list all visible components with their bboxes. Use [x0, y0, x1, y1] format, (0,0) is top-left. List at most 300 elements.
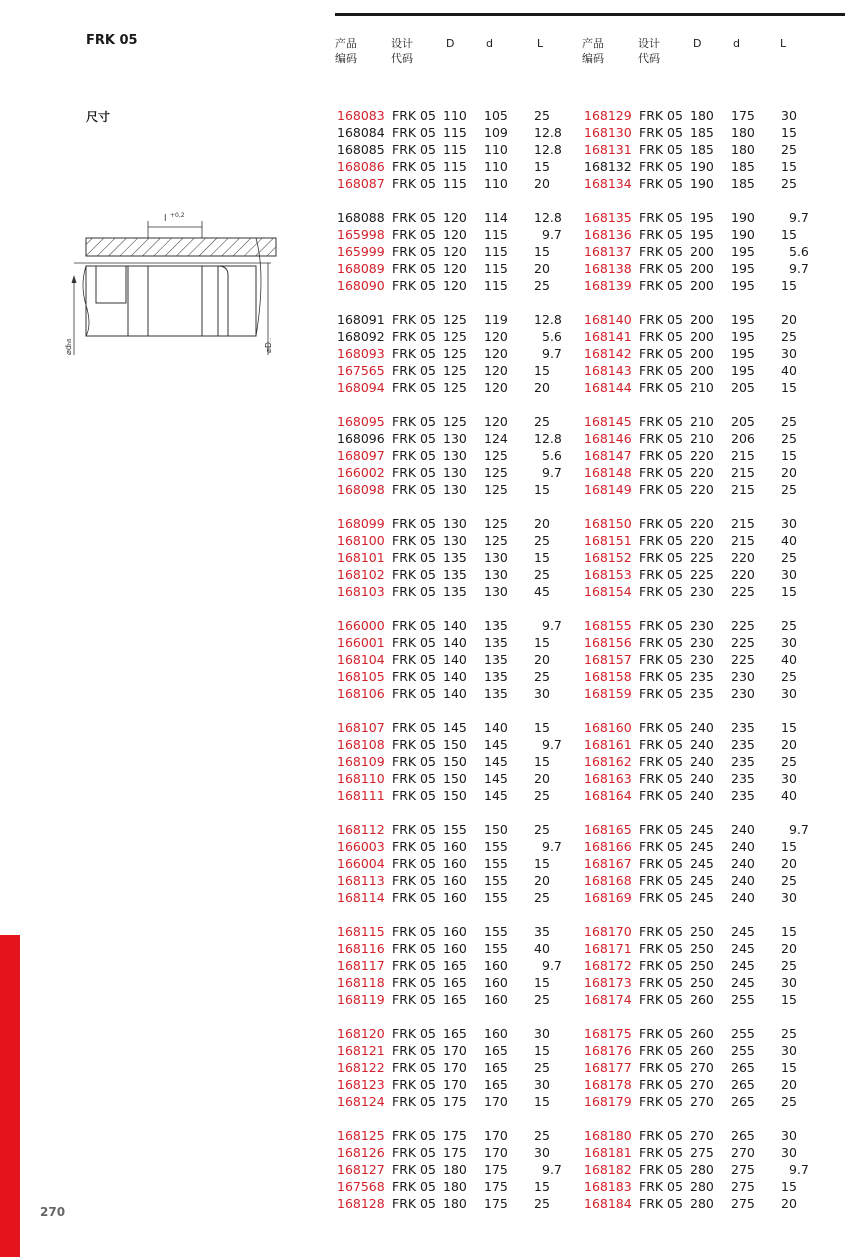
chapter-tab [0, 935, 20, 1257]
dim-L: 25 [781, 414, 797, 429]
dim-D: 125 [443, 329, 467, 344]
section-title: 尺寸 [86, 110, 111, 124]
dim-L: 12.8 [534, 210, 562, 225]
product-code: 168175 [584, 1026, 632, 1041]
table-row [337, 1025, 587, 1042]
dim-D: 270 [690, 1060, 714, 1075]
dim-D: 165 [443, 992, 467, 1007]
l-label: l [164, 214, 167, 224]
product-code: 168169 [584, 890, 632, 905]
table-row [337, 1144, 587, 1161]
dim-d: 175 [484, 1196, 508, 1211]
dim-d: 235 [731, 737, 755, 752]
dim-D: 280 [690, 1179, 714, 1194]
dim-L: 15 [534, 550, 550, 565]
dim-d: 270 [731, 1145, 755, 1160]
dim-D: 120 [443, 244, 467, 259]
dim-d: 110 [484, 176, 508, 191]
dim-L: 9.7 [789, 822, 809, 837]
product-code: 168108 [337, 737, 385, 752]
product-code: 168154 [584, 584, 632, 599]
product-code: 168131 [584, 142, 632, 157]
dim-D: 125 [443, 414, 467, 429]
dim-L: 40 [781, 788, 797, 803]
dim-L: 30 [534, 686, 550, 701]
dim-d: 155 [484, 924, 508, 939]
dim-d: 195 [731, 261, 755, 276]
product-code: 168160 [584, 720, 632, 735]
dim-D: 270 [690, 1077, 714, 1092]
dim-L: 30 [781, 975, 797, 990]
dim-D: 130 [443, 533, 467, 548]
table-row [337, 362, 587, 379]
product-code: 168158 [584, 669, 632, 684]
dim-D: 135 [443, 584, 467, 599]
table-row [584, 260, 834, 277]
product-code: 166001 [337, 635, 385, 650]
design-code: FRK 05 [639, 652, 683, 667]
product-code: 168113 [337, 873, 385, 888]
product-code: 168151 [584, 533, 632, 548]
design-code: FRK 05 [639, 516, 683, 531]
dim-L: 30 [781, 1145, 797, 1160]
row-group [584, 719, 834, 804]
dim-L: 45 [534, 584, 550, 599]
dim-D: 275 [690, 1145, 714, 1160]
table-row [584, 532, 834, 549]
table-row [337, 753, 587, 770]
product-code: 168127 [337, 1162, 385, 1177]
design-code: FRK 05 [392, 108, 436, 123]
row-group [584, 923, 834, 1008]
dim-L: 15 [781, 159, 797, 174]
dim-D: 220 [690, 465, 714, 480]
table-row [337, 957, 587, 974]
dim-d: 195 [731, 363, 755, 378]
dim-d: 115 [484, 261, 508, 276]
dim-d: 195 [731, 278, 755, 293]
product-code: 168112 [337, 822, 385, 837]
design-code: FRK 05 [392, 312, 436, 327]
dim-D: 230 [690, 584, 714, 599]
table-row [337, 226, 587, 243]
table-row [584, 447, 834, 464]
dim-D: 220 [690, 448, 714, 463]
design-code: FRK 05 [639, 839, 683, 854]
product-code: 168166 [584, 839, 632, 854]
dim-d: 240 [731, 873, 755, 888]
product-code: 167568 [337, 1179, 385, 1194]
product-code: 168093 [337, 346, 385, 361]
product-code: 168104 [337, 652, 385, 667]
design-code: FRK 05 [392, 1162, 436, 1177]
design-code: FRK 05 [392, 873, 436, 888]
dim-L: 25 [781, 754, 797, 769]
product-code: 168130 [584, 125, 632, 140]
design-code: FRK 05 [639, 1026, 683, 1041]
product-code: 168181 [584, 1145, 632, 1160]
dim-d: 160 [484, 992, 508, 1007]
dim-D: 245 [690, 856, 714, 871]
dim-D: 110 [443, 108, 467, 123]
product-code: 168099 [337, 516, 385, 531]
product-code: 168143 [584, 363, 632, 378]
dim-D: 210 [690, 431, 714, 446]
dim-d: 275 [731, 1162, 755, 1177]
dim-d: 255 [731, 1026, 755, 1041]
table-row [337, 481, 587, 498]
product-code: 168094 [337, 380, 385, 395]
table-row [584, 549, 834, 566]
dim-d: 235 [731, 771, 755, 786]
dim-L: 12.8 [534, 312, 562, 327]
dim-D: 160 [443, 890, 467, 905]
design-code: FRK 05 [392, 244, 436, 259]
product-code: 168083 [337, 108, 385, 123]
dim-D: 140 [443, 618, 467, 633]
dim-D: 260 [690, 992, 714, 1007]
header-code-right: 产品 编码 [582, 37, 604, 65]
table-row [337, 940, 587, 957]
table-row [337, 311, 587, 328]
dim-d: 110 [484, 159, 508, 174]
dim-L: 25 [781, 873, 797, 888]
dim-D: 180 [690, 108, 714, 123]
table-row [584, 821, 834, 838]
product-code: 168118 [337, 975, 385, 990]
product-code: 168163 [584, 771, 632, 786]
dim-D: 120 [443, 210, 467, 225]
dim-d: 275 [731, 1179, 755, 1194]
design-code: FRK 05 [639, 1128, 683, 1143]
table-row [337, 379, 587, 396]
dim-L: 25 [534, 108, 550, 123]
dim-D: 170 [443, 1060, 467, 1075]
dim-L: 30 [781, 771, 797, 786]
design-code: FRK 05 [392, 1026, 436, 1041]
table-row [584, 175, 834, 192]
page-number: 270 [40, 1205, 66, 1219]
table-row [584, 1195, 834, 1212]
design-code: FRK 05 [392, 720, 436, 735]
dim-D: 245 [690, 873, 714, 888]
header-L-right: L [780, 37, 787, 50]
dim-D: 190 [690, 176, 714, 191]
table-row [337, 651, 587, 668]
dim-d: 115 [484, 278, 508, 293]
dim-D: 140 [443, 635, 467, 650]
design-code: FRK 05 [639, 142, 683, 157]
dim-D: 160 [443, 924, 467, 939]
design-code: FRK 05 [639, 788, 683, 803]
design-code: FRK 05 [639, 1060, 683, 1075]
dim-L: 25 [534, 567, 550, 582]
design-code: FRK 05 [392, 1179, 436, 1194]
dim-D: 260 [690, 1043, 714, 1058]
design-code: FRK 05 [639, 108, 683, 123]
dim-d: 120 [484, 414, 508, 429]
product-code: 166003 [337, 839, 385, 854]
table-row [337, 107, 587, 124]
dim-L: 25 [781, 329, 797, 344]
product-code: 168111 [337, 788, 385, 803]
dim-D: 125 [443, 312, 467, 327]
design-code: FRK 05 [639, 686, 683, 701]
product-code: 168101 [337, 550, 385, 565]
product-code: 168174 [584, 992, 632, 1007]
table-row [337, 175, 587, 192]
product-code: 168139 [584, 278, 632, 293]
product-code: 168103 [337, 584, 385, 599]
product-code: 166004 [337, 856, 385, 871]
row-group [337, 1127, 587, 1212]
dim-D: 250 [690, 958, 714, 973]
table-row [337, 345, 587, 362]
design-code: FRK 05 [392, 822, 436, 837]
table-row [337, 328, 587, 345]
dim-d: 215 [731, 533, 755, 548]
dim-D: 200 [690, 278, 714, 293]
row-group [337, 413, 587, 498]
dim-L: 30 [781, 108, 797, 123]
table-row [337, 1161, 587, 1178]
product-code: 167565 [337, 363, 385, 378]
dim-D: 160 [443, 873, 467, 888]
dim-d: 135 [484, 686, 508, 701]
design-code: FRK 05 [639, 159, 683, 174]
design-code: FRK 05 [639, 856, 683, 871]
dim-d: 130 [484, 567, 508, 582]
dim-d: 240 [731, 822, 755, 837]
product-code: 168177 [584, 1060, 632, 1075]
dim-d: 160 [484, 1026, 508, 1041]
dim-d: 145 [484, 771, 508, 786]
table-row [337, 260, 587, 277]
dim-D: 145 [443, 720, 467, 735]
product-code: 168178 [584, 1077, 632, 1092]
dim-d: 220 [731, 550, 755, 565]
table-column-right [584, 107, 834, 1229]
dim-d: 215 [731, 465, 755, 480]
design-code: FRK 05 [392, 550, 436, 565]
table-row [584, 634, 834, 651]
dim-d: 225 [731, 584, 755, 599]
dim-L: 12.8 [534, 431, 562, 446]
dim-L: 9.7 [542, 958, 562, 973]
design-code: FRK 05 [639, 414, 683, 429]
table-row [337, 532, 587, 549]
dim-L: 30 [781, 686, 797, 701]
dim-L: 25 [781, 669, 797, 684]
dim-L: 15 [534, 1179, 550, 1194]
header-design-left: 设计 代码 [391, 37, 413, 65]
dim-L: 15 [534, 635, 550, 650]
product-code: 168171 [584, 941, 632, 956]
dim-L: 40 [781, 652, 797, 667]
dim-L: 20 [534, 176, 550, 191]
design-code: FRK 05 [392, 975, 436, 990]
table-row [337, 668, 587, 685]
design-code: FRK 05 [392, 958, 436, 973]
dim-d: 109 [484, 125, 508, 140]
dim-D: 175 [443, 1145, 467, 1160]
dim-d: 206 [731, 431, 755, 446]
product-code: 168172 [584, 958, 632, 973]
table-row [337, 974, 587, 991]
product-code: 168164 [584, 788, 632, 803]
design-code: FRK 05 [639, 720, 683, 735]
design-code: FRK 05 [639, 465, 683, 480]
design-code: FRK 05 [392, 414, 436, 429]
dim-D: 220 [690, 482, 714, 497]
design-code: FRK 05 [392, 159, 436, 174]
product-code: 168107 [337, 720, 385, 735]
table-row [584, 991, 834, 1008]
dim-d: 125 [484, 482, 508, 497]
header-L-left: L [537, 37, 544, 50]
dim-D: 135 [443, 567, 467, 582]
dim-L: 30 [781, 890, 797, 905]
table-row [337, 617, 587, 634]
dim-D: 120 [443, 227, 467, 242]
dim-d: 240 [731, 839, 755, 854]
dim-L: 5.6 [789, 244, 809, 259]
dim-L: 15 [781, 992, 797, 1007]
dim-d: 265 [731, 1060, 755, 1075]
dim-d: 240 [731, 890, 755, 905]
design-code: FRK 05 [392, 346, 436, 361]
product-code: 165999 [337, 244, 385, 259]
dim-L: 25 [534, 788, 550, 803]
design-code: FRK 05 [392, 1077, 436, 1092]
dim-D: 185 [690, 142, 714, 157]
dim-D: 115 [443, 159, 467, 174]
table-row [584, 1059, 834, 1076]
row-group [337, 311, 587, 396]
dim-d: 245 [731, 975, 755, 990]
dim-d: 175 [484, 1162, 508, 1177]
product-code: 168117 [337, 958, 385, 973]
dim-L: 25 [781, 482, 797, 497]
table-row [584, 277, 834, 294]
table-row [584, 957, 834, 974]
table-row [584, 651, 834, 668]
product-code: 168170 [584, 924, 632, 939]
dim-D: 160 [443, 856, 467, 871]
dim-L: 15 [781, 380, 797, 395]
dim-L: 25 [534, 1196, 550, 1211]
table-row [337, 685, 587, 702]
dim-d: 245 [731, 924, 755, 939]
table-row [584, 872, 834, 889]
design-code: FRK 05 [392, 1060, 436, 1075]
product-code: 168182 [584, 1162, 632, 1177]
dim-L: 25 [534, 890, 550, 905]
design-code: FRK 05 [392, 584, 436, 599]
dim-d: 205 [731, 380, 755, 395]
product-code: 168162 [584, 754, 632, 769]
dim-D: 130 [443, 482, 467, 497]
dim-D: 115 [443, 125, 467, 140]
design-code: FRK 05 [639, 873, 683, 888]
dim-d: 145 [484, 788, 508, 803]
dim-D: 175 [443, 1128, 467, 1143]
dim-L: 15 [534, 754, 550, 769]
dim-D: 130 [443, 516, 467, 531]
table-row [337, 1093, 587, 1110]
table-row [584, 719, 834, 736]
dim-D: 225 [690, 550, 714, 565]
page-title: FRK 05 [86, 33, 138, 48]
design-code: FRK 05 [639, 635, 683, 650]
table-row [584, 1127, 834, 1144]
dim-d: 124 [484, 431, 508, 446]
dim-d: 160 [484, 975, 508, 990]
dim-D: 195 [690, 227, 714, 242]
table-row [584, 940, 834, 957]
table-row [337, 787, 587, 804]
design-code: FRK 05 [639, 771, 683, 786]
dim-d: 205 [731, 414, 755, 429]
dim-L: 25 [781, 958, 797, 973]
top-rule [335, 13, 845, 16]
product-code: 168123 [337, 1077, 385, 1092]
design-code: FRK 05 [392, 1128, 436, 1143]
product-code: 168148 [584, 465, 632, 480]
product-code: 168090 [337, 278, 385, 293]
dim-d: 155 [484, 890, 508, 905]
design-code: FRK 05 [392, 856, 436, 871]
dim-D: 235 [690, 669, 714, 684]
dim-D: 200 [690, 244, 714, 259]
product-code: 168150 [584, 516, 632, 531]
design-code: FRK 05 [392, 618, 436, 633]
design-code: FRK 05 [639, 380, 683, 395]
dim-L: 25 [781, 550, 797, 565]
table-row [337, 158, 587, 175]
design-code: FRK 05 [639, 210, 683, 225]
design-code: FRK 05 [639, 1043, 683, 1058]
design-code: FRK 05 [392, 686, 436, 701]
dim-d: 255 [731, 992, 755, 1007]
dim-d: 240 [731, 856, 755, 871]
row-group [584, 413, 834, 498]
dim-L: 20 [534, 873, 550, 888]
row-group [584, 821, 834, 906]
dim-L: 40 [781, 363, 797, 378]
dim-d: 255 [731, 1043, 755, 1058]
dim-D: 190 [690, 159, 714, 174]
dim-d: 230 [731, 686, 755, 701]
dim-d: 170 [484, 1145, 508, 1160]
table-row [337, 634, 587, 651]
product-code: 168157 [584, 652, 632, 667]
product-code: 168149 [584, 482, 632, 497]
design-code: FRK 05 [392, 652, 436, 667]
table-row [584, 209, 834, 226]
header-code-left: 产品 编码 [335, 37, 357, 65]
design-code: FRK 05 [392, 533, 436, 548]
product-code: 168092 [337, 329, 385, 344]
dim-D: 140 [443, 652, 467, 667]
product-code: 168109 [337, 754, 385, 769]
product-code: 168100 [337, 533, 385, 548]
dim-d: 155 [484, 856, 508, 871]
dim-D: 250 [690, 941, 714, 956]
dim-D: 250 [690, 975, 714, 990]
dim-d: 140 [484, 720, 508, 735]
dim-D: 165 [443, 1026, 467, 1041]
